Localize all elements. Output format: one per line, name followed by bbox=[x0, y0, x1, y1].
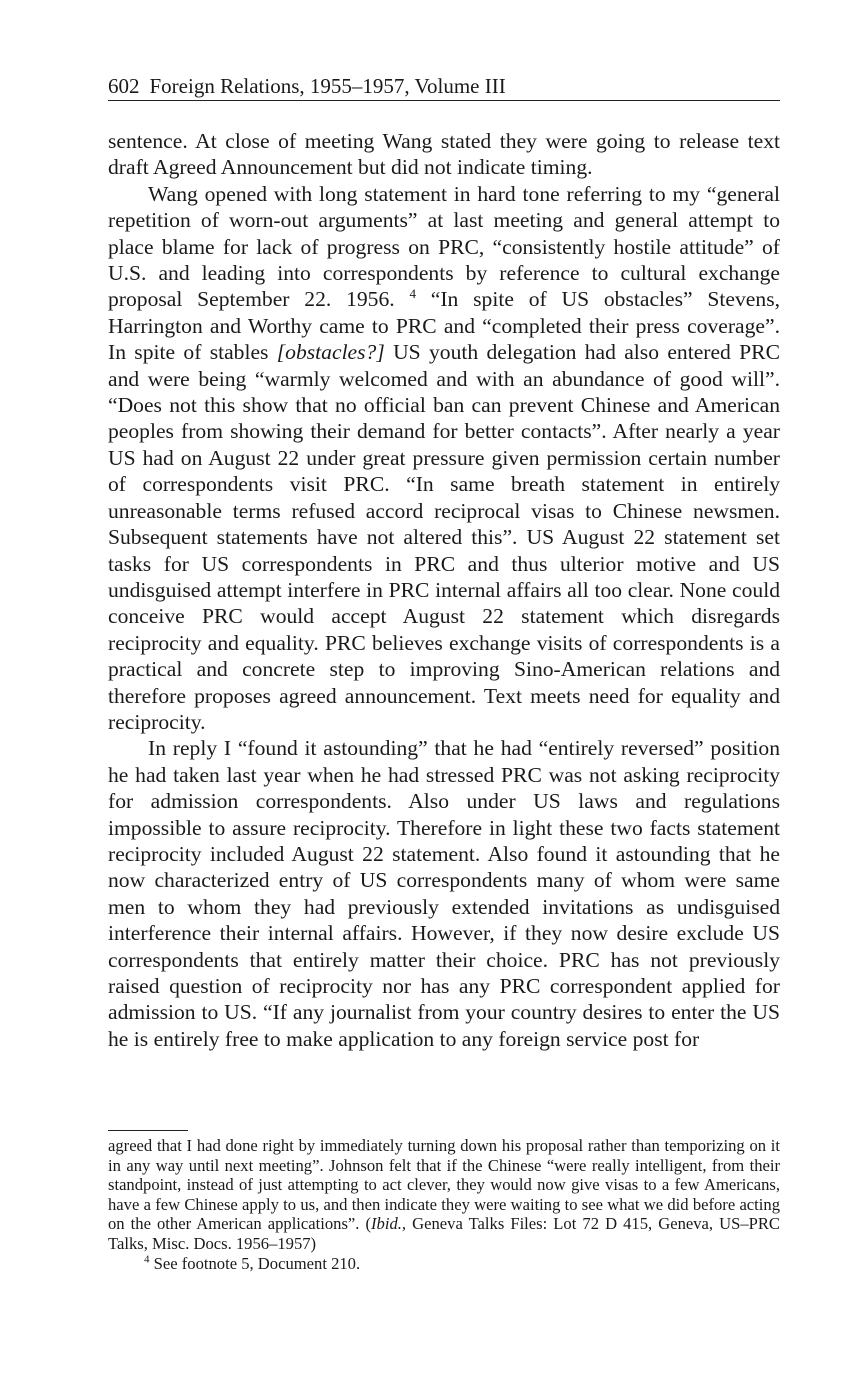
footnote-continued-source: Geneva Talks Files: Lot 72 D 415, Geneva, US–PRC Talks, Misc. Docs. 1956–1957) bbox=[108, 1214, 780, 1253]
footnote-continued-text: agreed that I had done right by immediately turning down his proposal rather than temporizing on it in any way until next meeting”. Johnson felt that if the Chinese “were really intelligent, from their standpoint, instead of just attempting to act clever, they would now give visas to a few Americans, have a few Chinese apply to us, and then indicate they were waiting to see what we did before acting on the other American applications”. ( bbox=[108, 1136, 780, 1234]
footnotes bbox=[108, 1136, 780, 1273]
paragraph-2-part-b: “In spite of US obstacles” Stevens, Harrington and Worthy came to PRC and “completed their press coverage”. In spite of stables bbox=[108, 287, 780, 365]
paragraph-3: In reply I “found it astounding” that he had “entirely reversed” position he had taken last year when he had stressed PRC was not asking reciprocity for admission correspondents. Also under US laws and regulations impossible to assure reciprocity. Therefore in light these two facts statement reciprocity included August 22 statement. Also found it astounding that he now characterized entry of US correspondents many of whom were same men to whom they had previously extended invitations as undisguised interference their internal affairs. However, if they now desire exclude US correspondents that entirely matter their choice. PRC has not previously raised question of reciprocity nor has any PRC correspondent applied for admission to US. “If any journalist from your country desires to enter the US he is entirely free to make application to any foreign service post for bbox=[108, 736, 780, 1051]
paragraph-2-part-a: Wang opened with long statement in hard tone referring to my “general repetition of worn-out arguments” at last meeting and general attempt to place blame for lack of progress on PRC, “consistently hostile attitude” of U.S. and leading into correspondents by reference to cultural exchange proposal September 22. 1956. bbox=[108, 181, 780, 312]
main-text bbox=[108, 128, 780, 1052]
volume-title: Foreign Relations, 1955–1957, Volume III bbox=[149, 74, 506, 98]
editorial-insertion: [obstacles?] bbox=[276, 340, 385, 365]
footnote-4 bbox=[108, 1254, 780, 1274]
paragraph-2-part-c: US youth delegation had also entered PRC and were being “warmly welcomed and with an abundance of good will”. “Does not this show that no official ban can prevent Chinese and American peoples from showing their demand for better contacts”. After nearly a year US had on August 22 under great pressure given permission certain number of correspondents visit PRC. “In same breath statement in entirely unreasonable terms refused accord reciprocal visas to Chinese newsmen. Subsequent statements have not altered this”. US August 22 statement set tasks for US correspondents in PRC and thus ulterior motive and US undisguised attempt interfere in PRC internal affairs all too clear. None could conceive PRC would accept August 22 statement which disregards reciprocity and equality. PRC believes exchange visits of correspondents is a practical and concrete step to improving Sino-American relations and therefore proposes agreed announcement. Text meets need for equality and reciprocity. bbox=[108, 340, 780, 734]
footnote-continued bbox=[108, 1136, 780, 1254]
footnote-4-text: See footnote 5, Document 210. bbox=[153, 1253, 361, 1273]
footnote-4-number: 4 bbox=[144, 1253, 150, 1266]
ibid-citation: Ibid., bbox=[371, 1214, 407, 1234]
paragraph-2 bbox=[108, 181, 780, 736]
page-number: 602 bbox=[108, 74, 140, 98]
footnote-reference-4: 4 bbox=[409, 286, 416, 302]
running-header bbox=[108, 72, 780, 101]
paragraph-1: sentence. At close of meeting Wang stated they were going to release text draft Agreed Announcement but did not indicate timing. bbox=[108, 129, 780, 180]
footnote-divider bbox=[108, 1130, 188, 1131]
